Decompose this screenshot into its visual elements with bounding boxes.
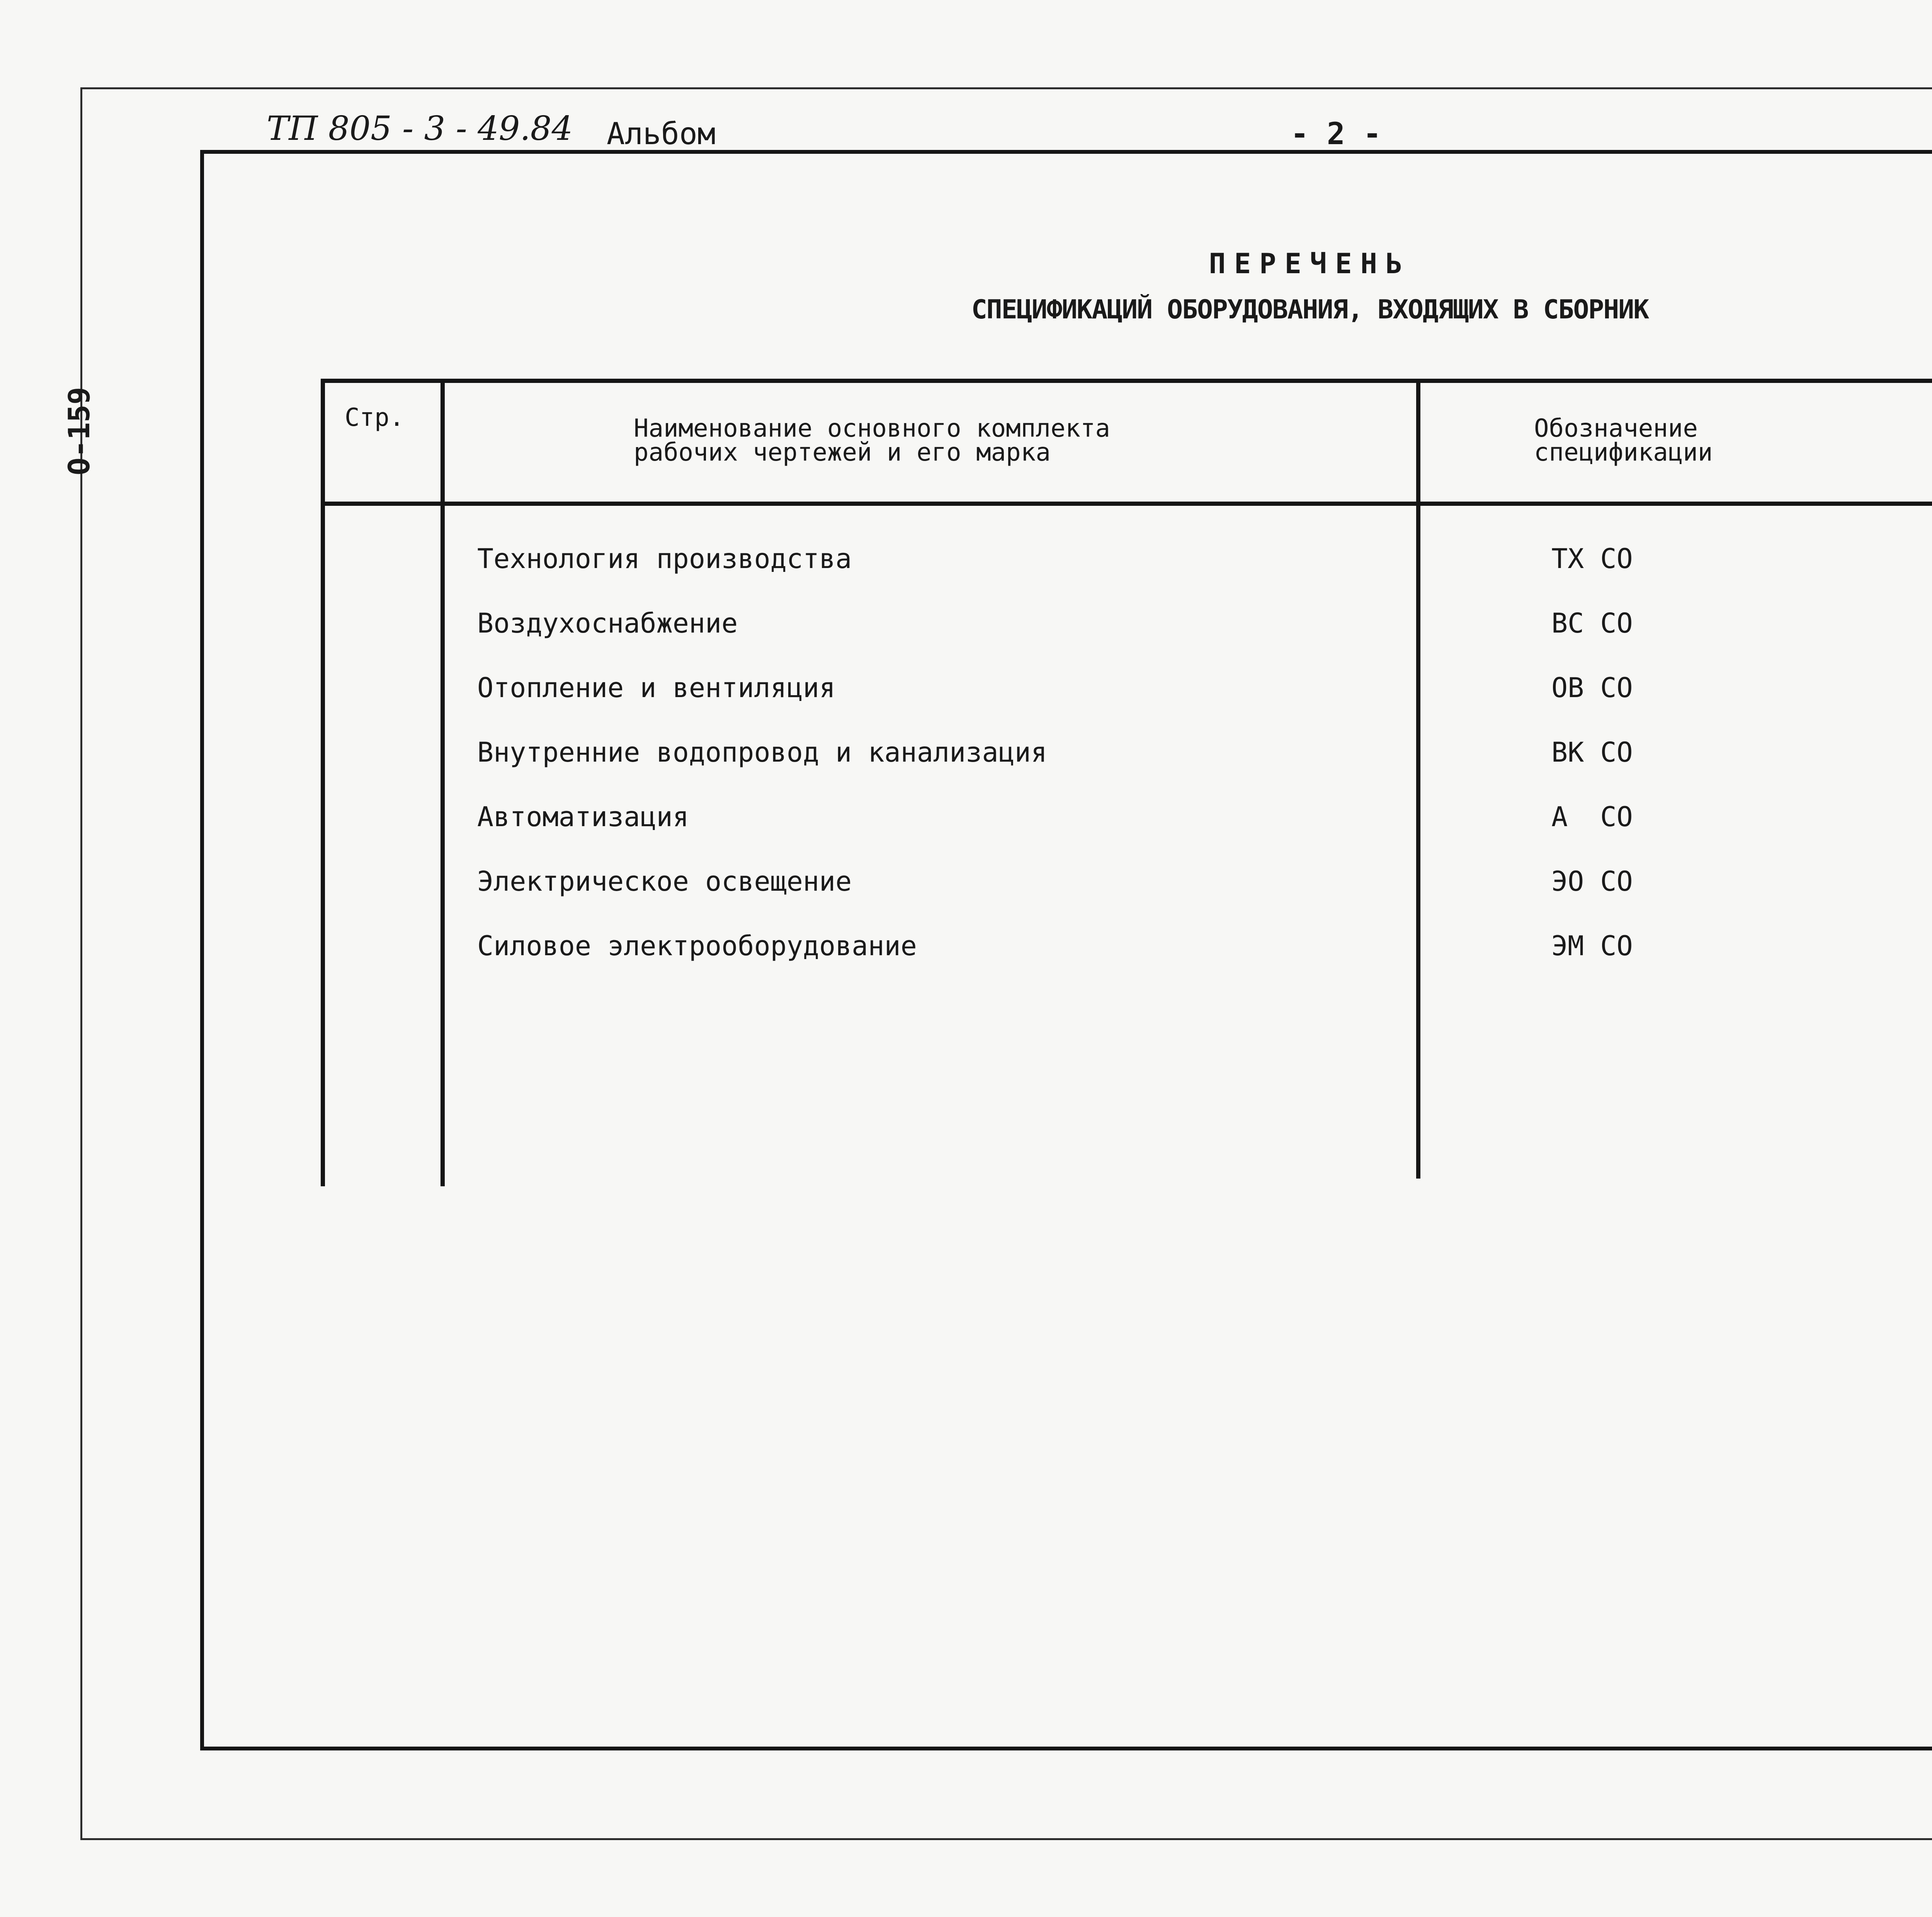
- spec-table: [321, 379, 1932, 1186]
- col-header-code: [1534, 414, 1713, 467]
- row-name: Технология производства: [477, 543, 852, 575]
- col-header-name-line2: рабочих чертежей и его марка: [634, 438, 1051, 467]
- col-header-code-line1: Обозначение: [1534, 414, 1698, 443]
- album-label: Альбом: [607, 117, 716, 151]
- row-name: Воздухоснабжение: [477, 607, 738, 639]
- side-code: О-159: [62, 387, 96, 475]
- table-header-divider: [321, 502, 1932, 506]
- table-top-border: [321, 379, 1932, 383]
- col-header-page: Стр.: [345, 403, 405, 432]
- row-code: ТХ СО: [1551, 543, 1633, 575]
- row-name: Внутренние водопровод и канализация: [477, 737, 1048, 768]
- col-header-code-line2: спецификации: [1534, 438, 1713, 467]
- page-subtitle: СПЕЦИФИКАЦИЙ ОБОРУДОВАНИЯ, ВХОДЯЩИХ В СБОРНИК: [971, 294, 1649, 325]
- row-code: ВК СО: [1551, 737, 1633, 768]
- row-code: ЭО СО: [1551, 866, 1633, 897]
- col-header-name-line1: Наименование основного комплекта: [634, 414, 1110, 443]
- page-number: - 2 -: [1291, 117, 1381, 151]
- row-code: ЭМ СО: [1551, 930, 1633, 962]
- project-code: ТП 805 - 3 - 49.84: [267, 109, 573, 148]
- table-row: [321, 866, 1932, 912]
- row-code: ОВ СО: [1551, 672, 1633, 704]
- row-name: Силовое электрооборудование: [477, 930, 917, 962]
- row-name: Отопление и вентиляция: [477, 672, 836, 704]
- table-row: [321, 543, 1932, 589]
- page-title: ПЕРЕЧЕНЬ: [1209, 247, 1411, 280]
- row-name: Электрическое освещение: [477, 866, 852, 897]
- table-row: [321, 737, 1932, 783]
- row-code: ВС СО: [1551, 607, 1633, 639]
- col-header-name: [634, 414, 1110, 467]
- table-row: [321, 801, 1932, 847]
- table-row: [321, 672, 1932, 718]
- row-code: А СО: [1551, 801, 1633, 833]
- row-name: Автоматизация: [477, 801, 689, 833]
- table-row: [321, 930, 1932, 976]
- table-row: [321, 607, 1932, 654]
